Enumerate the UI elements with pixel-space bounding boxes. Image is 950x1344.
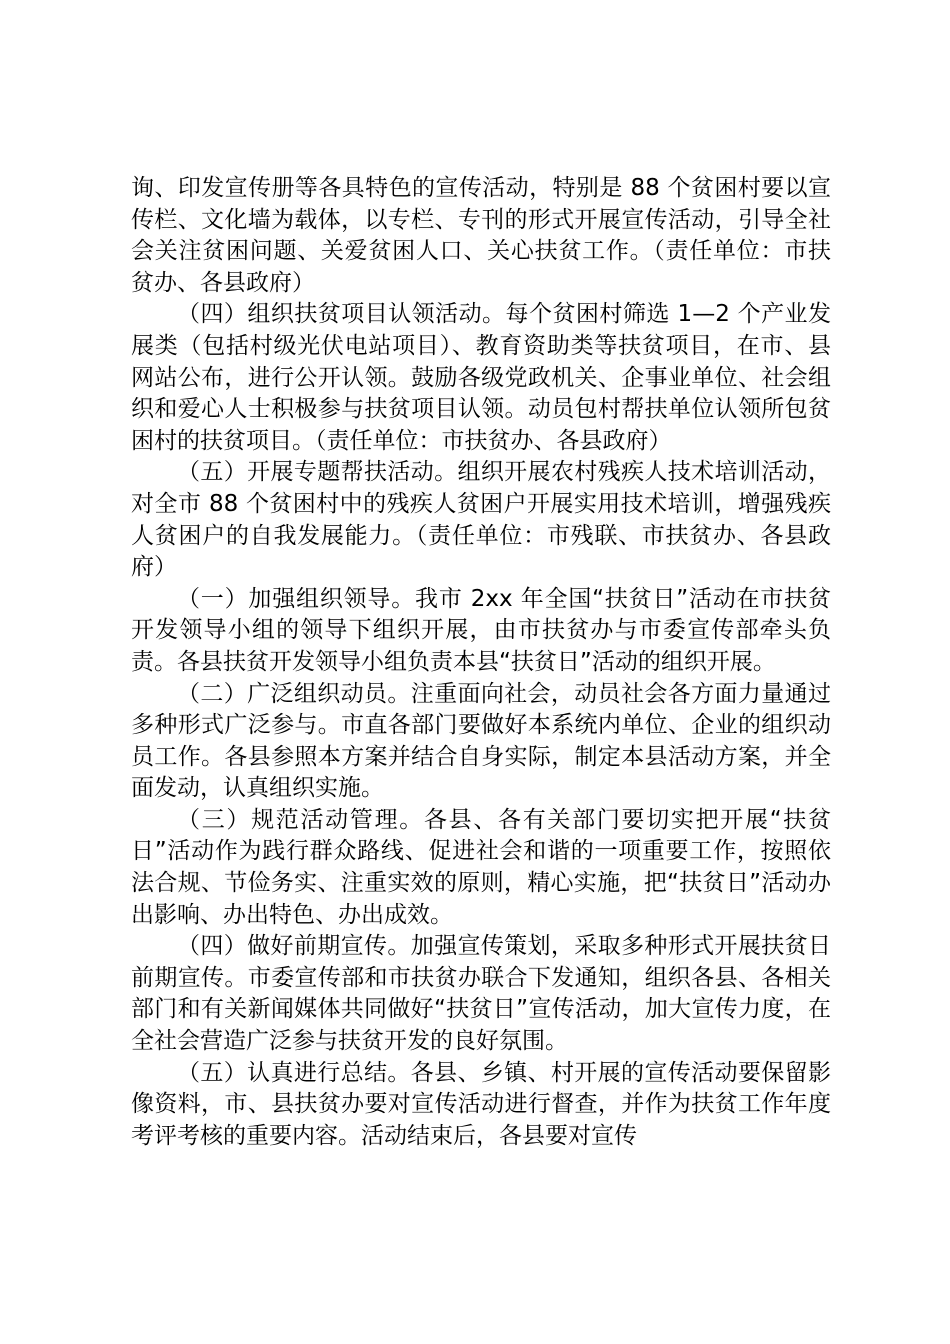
paragraph-activity-management: （三）规范活动管理。各县、各有关部门要切实把开展“扶贫日”活动作为践行群众路线、促进社会和谐的一项重要工作，按照依法合规、节俭务实、注重实效的原则，精心实施，把“扶贫日”活动办出影响、办出特色、办出成效。: [131, 806, 831, 928]
document-body: [131, 173, 831, 1152]
paragraph-organizational-leadership: （一）加强组织领导。我市 2xx 年全国“扶贫日”活动在市扶贫开发领导小组的领导下组织开展，由市扶贫办与市委宣传部牵头负责。各县扶贫开发领导小组负责本县“扶贫日”活动的组织开展。: [131, 585, 831, 675]
paragraph-publicity-continuation: 询、印发宣传册等各具特色的宣传活动，特别是 88 个贫困村要以宣传栏、文化墙为载体，以专栏、专刊的形式开展宣传活动，引导全社会关注贫困问题、关爱贫困人口、关心扶贫工作。（责任单位：市扶贫办、各县政府）: [131, 175, 831, 296]
paragraph-early-publicity: （四）做好前期宣传。加强宣传策划，采取多种形式开展扶贫日前期宣传。市委宣传部和市扶贫办联合下发通知，组织各县、各相关部门和有关新闻媒体共同做好“扶贫日”宣传活动，加大宣传力度，在全社会营造广泛参与扶贫开发的良好氛围。: [131, 933, 831, 1055]
paragraph-mobilization: （二）广泛组织动员。注重面向社会，动员社会各方面力量通过多种形式广泛参与。市直各部门要做好本系统内单位、企业的组织动员工作。各县参照本方案并结合自身实际，制定本县活动方案，并全面发动，认真组织实施。: [131, 680, 831, 802]
paragraph-project-adoption: （四）组织扶贫项目认领活动。每个贫困村筛选 1—2 个产业发展类（包括村级光伏电站项目）、教育资助类等扶贫项目，在市、县网站公布，进行公开认领。鼓励各级党政机关、企事业单位、社会组织和爱心人士积极参与扶贫项目认领。动员包村帮扶单位认领所包贫困村的扶贫项目。（责任单位：市扶贫办、各县政府）: [131, 301, 831, 454]
paragraph-summary: （五）认真进行总结。各县、乡镇、村开展的宣传活动要保留影像资料，市、县扶贫办要对宣传活动进行督查，并作为扶贫工作年度考评考核的重要内容。活动结束后，各县要对宣传: [131, 1059, 831, 1149]
paragraph-special-assistance: （五）开展专题帮扶活动。组织开展农村残疾人技术培训活动，对全市 88 个贫困村中的残疾人贫困户开展实用技术培训，增强残疾人贫困户的自我发展能力。（责任单位：市残联、市扶贫办、各县政府）: [131, 459, 831, 581]
